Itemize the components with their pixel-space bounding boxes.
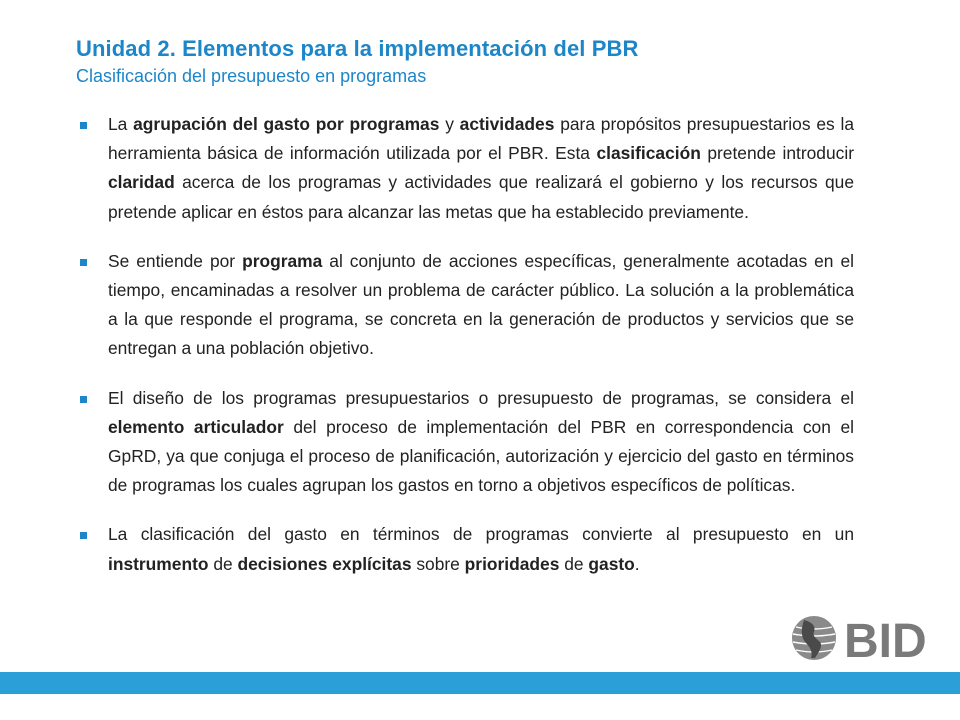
bullet-item: [80, 520, 854, 578]
bold-text: gasto: [588, 553, 635, 574]
text-segment: al conjunto de acciones específicas, generalmente acotadas en el tiempo, encaminadas a resolver un problema de carácter público. La solución a la problemática a la que responde el programa, se concreta en la generación de productos y servicios que se entregan a una población objetivo.: [108, 250, 854, 359]
text-segment: de: [559, 553, 589, 574]
text-segment: y: [439, 114, 460, 134]
bold-text: elemento articulador: [108, 416, 284, 437]
square-bullet-icon: [80, 396, 87, 403]
bold-text: programa: [242, 250, 323, 271]
slide-subtitle: Clasificación del presupuesto en programas: [76, 66, 427, 86]
globe-icon: [792, 616, 836, 660]
text-segment: acerca de los programas y actividades que realizará el gobierno y los recursos que pretende aplicar en éstos para alcanzar las metas que ha establecido previamente.: [108, 172, 854, 222]
bold-text: claridad: [108, 172, 175, 193]
text-segment: .: [634, 553, 640, 574]
text-segment: sobre: [411, 553, 465, 574]
square-bullet-icon: [80, 122, 87, 129]
text-segment: El diseño de los programas presupuestarios o presupuesto de programas, se considera el: [108, 387, 854, 408]
square-bullet-icon: [80, 532, 87, 539]
bullet-list: [80, 110, 854, 599]
square-bullet-icon: [80, 259, 87, 266]
bullet-item: [80, 247, 854, 364]
footer-bar: [0, 672, 960, 694]
bold-text: clasificación: [596, 143, 701, 164]
text-segment: La clasificación del gasto en términos de programas convierte al presupuesto en un: [108, 524, 854, 545]
bullet-item: [80, 384, 854, 501]
text-segment: de: [208, 553, 238, 574]
text-segment: para propósitos presupuestarios es la herramienta básica de información utilizada por el PBR. Esta: [108, 114, 855, 164]
text-segment: del proceso de implementación del PBR en correspondencia con el GpRD, ya que conjuga el proceso de planificación, autorización y ejercicio del gasto en términos de programas los cuales agrupan los gastos en torno a objetivos específicos de políticas.: [108, 416, 854, 496]
text-segment: pretende introducir: [700, 143, 854, 164]
bullet-item: [80, 110, 854, 227]
bold-text: decisiones explícitas: [237, 553, 412, 574]
text-segment: Se entiende por: [108, 250, 243, 271]
bid-logo: [790, 612, 938, 664]
text-segment: La: [108, 114, 134, 134]
bold-text: prioridades: [464, 553, 560, 574]
bold-text: instrumento: [108, 553, 209, 574]
slide-title: Unidad 2. Elementos para la implementación del PBR: [76, 36, 639, 61]
logo-text: BID: [844, 615, 927, 664]
bold-text: actividades: [459, 114, 555, 134]
bold-text: agrupación del gasto por programas: [133, 114, 440, 134]
